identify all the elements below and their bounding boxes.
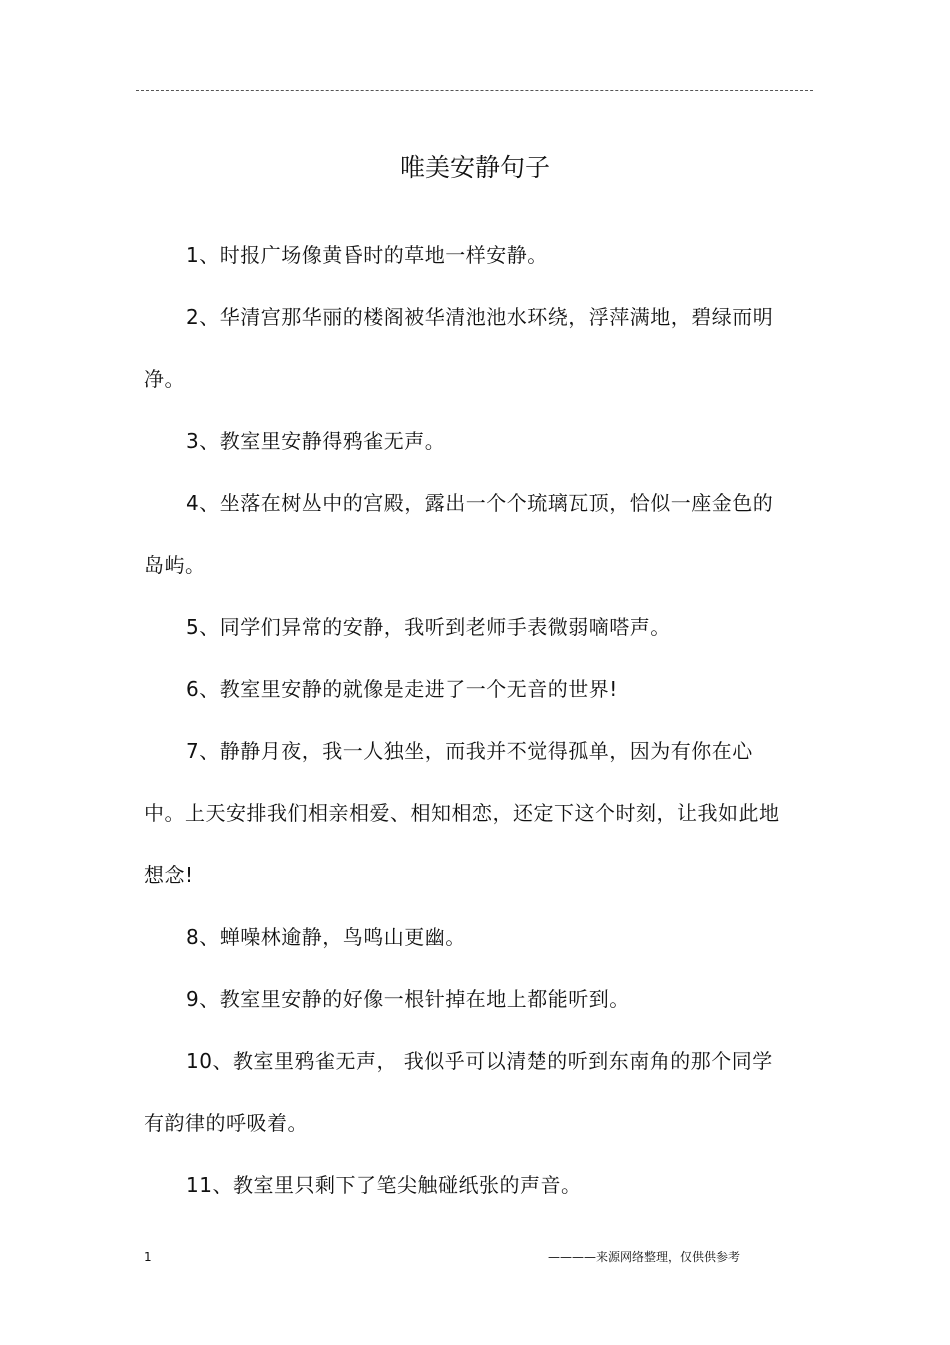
paragraph-5: 5、同学们异常的安静，我听到老师手表微弱嘀嗒声。 [186,615,671,639]
page-number: 1 [144,1250,152,1264]
paragraph-9: 9、教室里安静的好像一根针掉在地上都能听到。 [186,987,630,1011]
paragraph-1: 1、时报广场像黄昏时的草地一样安静。 [186,243,548,267]
paragraph-3: 3、教室里安静得鸦雀无声。 [186,429,446,453]
paragraph-2: 2、华清宫那华丽的楼阁被华清池池水环绕，浮萍满地，碧绿而明净。 [144,305,774,391]
paragraph-11: 11、教室里只剩下了笔尖触碰纸张的声音。 [186,1173,582,1197]
paragraph-7: 7、静静月夜，我一人独坐，而我并不觉得孤单，因为有你在心中。上天安排我们相亲相爱、相知相恋，还定下这个时刻，让我如此地想念! [144,739,780,887]
paragraph-10: 10、教室里鸦雀无声， 我似乎可以清楚的听到东南角的那个同学有韵律的呼吸着。 [144,1049,773,1135]
document-title: 唯美安静句子 [399,153,550,182]
header-divider [136,90,813,91]
source-note: ————来源网络整理，仅供供参考 [548,1250,741,1264]
paragraph-4: 4、坐落在树丛中的宫殿，露出一个个琉璃瓦顶，恰似一座金色的岛屿。 [144,491,774,577]
paragraph-6: 6、教室里安静的就像是走进了一个无音的世界! [186,677,618,701]
paragraph-8: 8、蝉噪林逾静，鸟鸣山更幽。 [186,925,466,949]
document-body [144,224,784,1216]
